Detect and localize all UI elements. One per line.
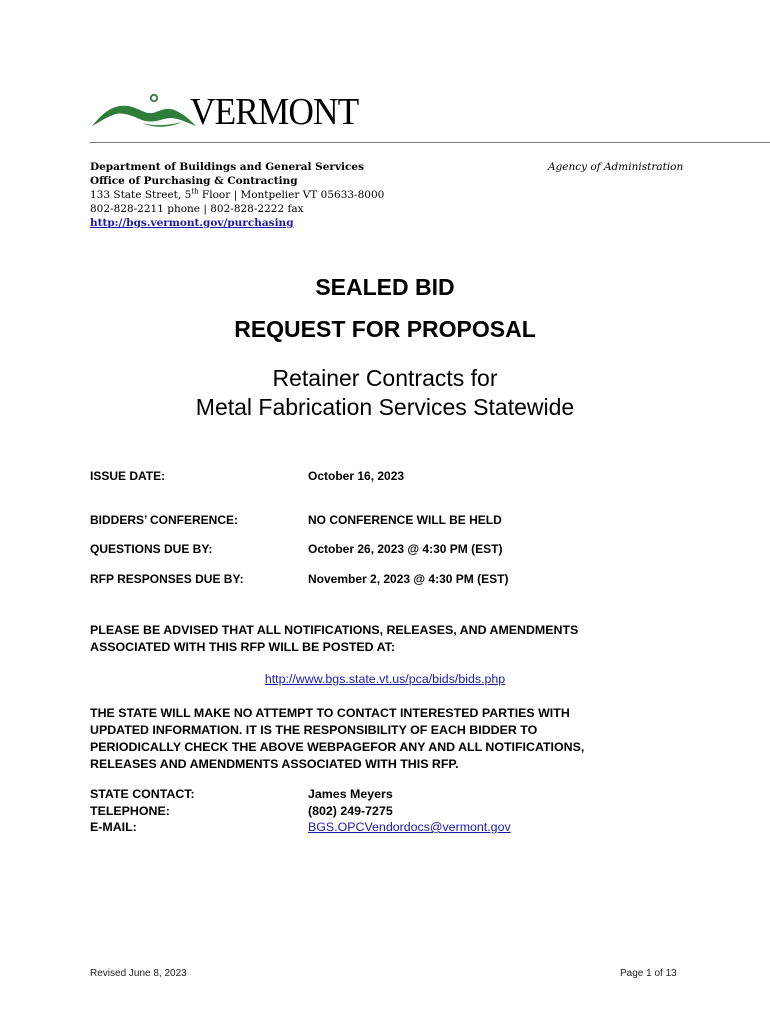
issue-date-value: October 16, 2023 — [308, 469, 405, 483]
issue-date-label: ISSUE DATE: — [90, 469, 166, 483]
state-contact-value: James Meyers — [308, 787, 393, 801]
title-rfp: REQUEST FOR PROPOSAL — [234, 316, 536, 342]
email-label: E-MAIL: — [90, 820, 137, 834]
department-name: Department of Buildings and General Services — [90, 161, 365, 173]
questions-due-label: QUESTIONS DUE BY: — [90, 542, 213, 556]
bids-page-link[interactable]: http://www.bgs.state.vt.us/pca/bids/bids.php — [264, 672, 506, 686]
responses-due-label: RFP RESPONSES DUE BY: — [90, 572, 244, 586]
state-contact-label: STATE CONTACT: — [90, 787, 195, 801]
purchasing-link[interactable]: http://bgs.vermont.gov/purchasing — [90, 217, 294, 229]
posting-notice: PLEASE BE ADVISED THAT ALL NOTIFICATIONS, RELEASES, AND AMENDMENTS ASSOCIATED WITH THIS RFP WILL BE POSTED AT: — [90, 623, 579, 654]
office-name: Office of Purchasing & Contracting — [90, 175, 298, 187]
agency-address-block — [90, 160, 410, 230]
subtitle — [0, 364, 770, 422]
page-number: Page 1 of 13 — [620, 968, 677, 979]
subtitle-line-1: Retainer Contracts for — [272, 365, 498, 391]
telephone-value: (802) 249-7275 — [308, 803, 393, 818]
responses-due-value: November 2, 2023 @ 4:30 PM (EST) — [308, 572, 509, 586]
subtitle-line-2: Metal Fabrication Services Statewide — [195, 394, 575, 420]
revised-date: Revised June 8, 2023 — [90, 968, 187, 979]
title-sealed-bid: SEALED BID — [315, 274, 455, 300]
header-divider — [90, 142, 770, 143]
responsibility-notice: THE STATE WILL MAKE NO ATTEMPT TO CONTACT INTERESTED PARTIES WITH UPDATED INFORMATION. IT IS THE RESPONSIBILITY OF EACH BIDDER TO PERIODICALLY CHECK THE ABOVE WEBPAGEFOR ANY AND ALL NOTIFICATIONS, RELEASES AND AMENDMENTS ASSOCIATED WITH THIS RFP. — [90, 706, 585, 771]
logo-wordmark: VERMONT — [190, 91, 359, 133]
conference-label: BIDDERS’ CONFERENCE: — [90, 513, 239, 527]
vermont-logo — [90, 92, 370, 132]
phone-fax: 802-828-2211 phone | 802-828-2222 fax — [90, 203, 304, 215]
questions-due-value: October 26, 2023 @ 4:30 PM (EST) — [308, 542, 503, 556]
street-address: 133 State Street, 5th Floor | Montpelier VT 05633-8000 — [90, 187, 385, 201]
agency-of-administration: Agency of Administration — [548, 161, 684, 173]
email-link[interactable]: BGS.OPCVendordocs@vermont.gov — [308, 820, 511, 834]
conference-value: NO CONFERENCE WILL BE HELD — [308, 513, 502, 527]
mountain-logo-icon — [90, 92, 200, 132]
telephone-label: TELEPHONE: — [90, 803, 170, 818]
contact-block — [90, 786, 690, 836]
